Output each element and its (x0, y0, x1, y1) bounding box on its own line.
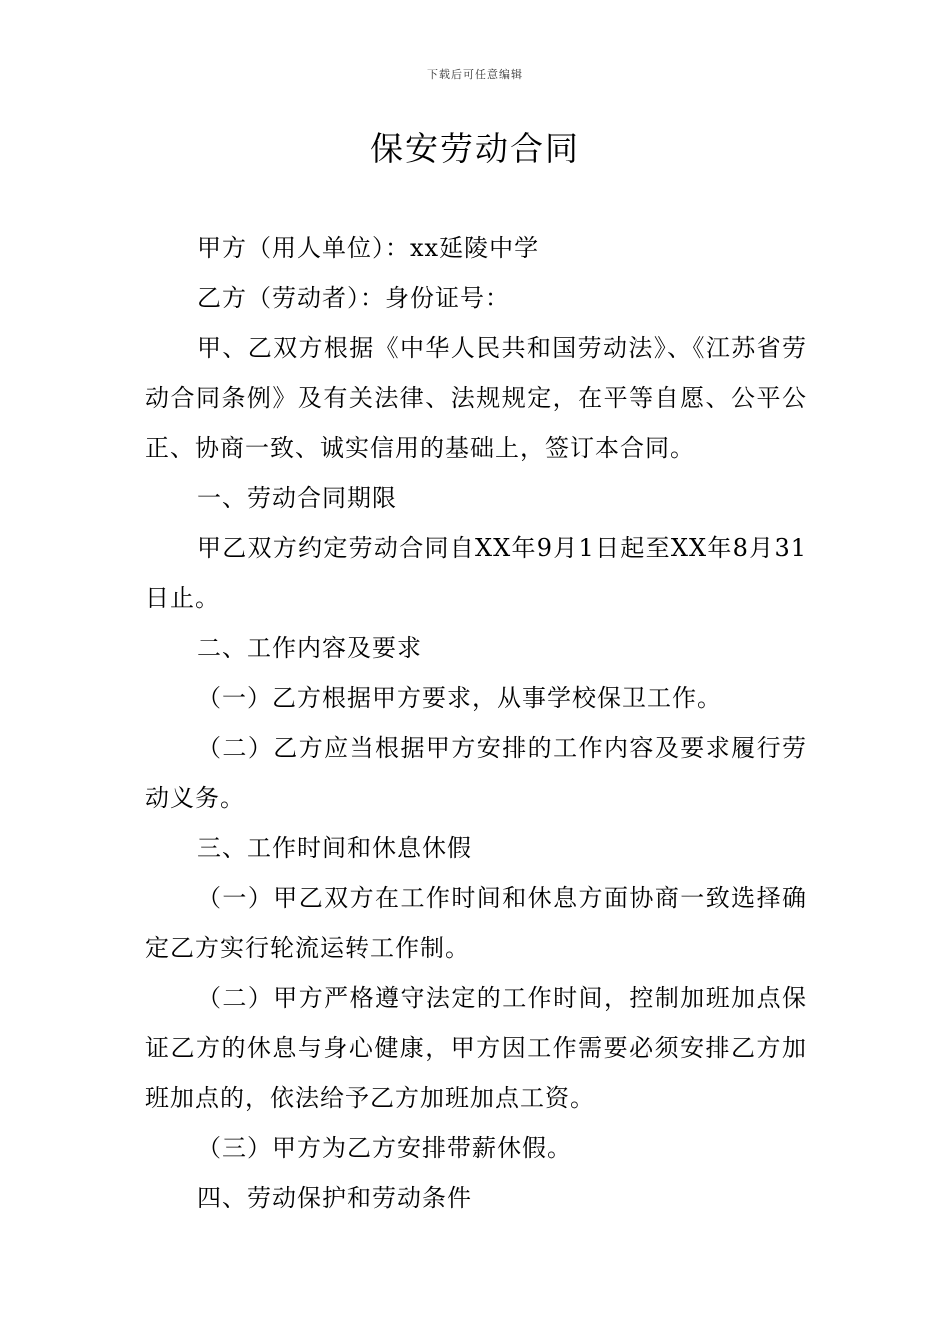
section-heading-protection: 四、劳动保护和劳动条件 (197, 1184, 472, 1212)
work-clause-1: （一）乙方根据甲方要求，从事学校保卫工作。 (197, 684, 722, 712)
hours-clause-1: （一）甲乙双方在工作时间和休息方面协商一致选择确定乙方实行轮流运转工作制。 (145, 884, 807, 962)
section-heading-work: 二、工作内容及要求 (197, 634, 422, 662)
preamble-paragraph: 甲、乙双方根据《中华人民共和国劳动法》、《江苏省劳动合同条例》及有关法律、法规规定，在平等自愿、公平公正、协商一致、诚实信用的基础上，签订本合同。 (145, 334, 807, 462)
section-heading-term: 一、劳动合同期限 (197, 484, 397, 512)
work-clause-2: （二）乙方应当根据甲方安排的工作内容及要求履行劳动义务。 (145, 734, 807, 812)
document-title: 保安劳动合同 (370, 129, 580, 168)
party-a-line: 甲方（用人单位）：xx延陵中学 (197, 234, 540, 262)
section-heading-hours: 三、工作时间和休息休假 (197, 834, 472, 862)
party-b-line: 乙方（劳动者）：身份证号： (197, 284, 510, 312)
term-paragraph: 甲乙双方约定劳动合同自XX年9月1日起至XX年8月31日止。 (145, 534, 807, 612)
header-note: 下载后可任意编辑 (427, 68, 523, 81)
hours-clause-3: （三）甲方为乙方安排带薪休假。 (197, 1134, 572, 1162)
hours-clause-2: （二）甲方严格遵守法定的工作时间，控制加班加点保证乙方的休息与身心健康，甲方因工作需要必须安排乙方加班加点的，依法给予乙方加班加点工资。 (145, 984, 807, 1112)
document-body (145, 223, 807, 1223)
